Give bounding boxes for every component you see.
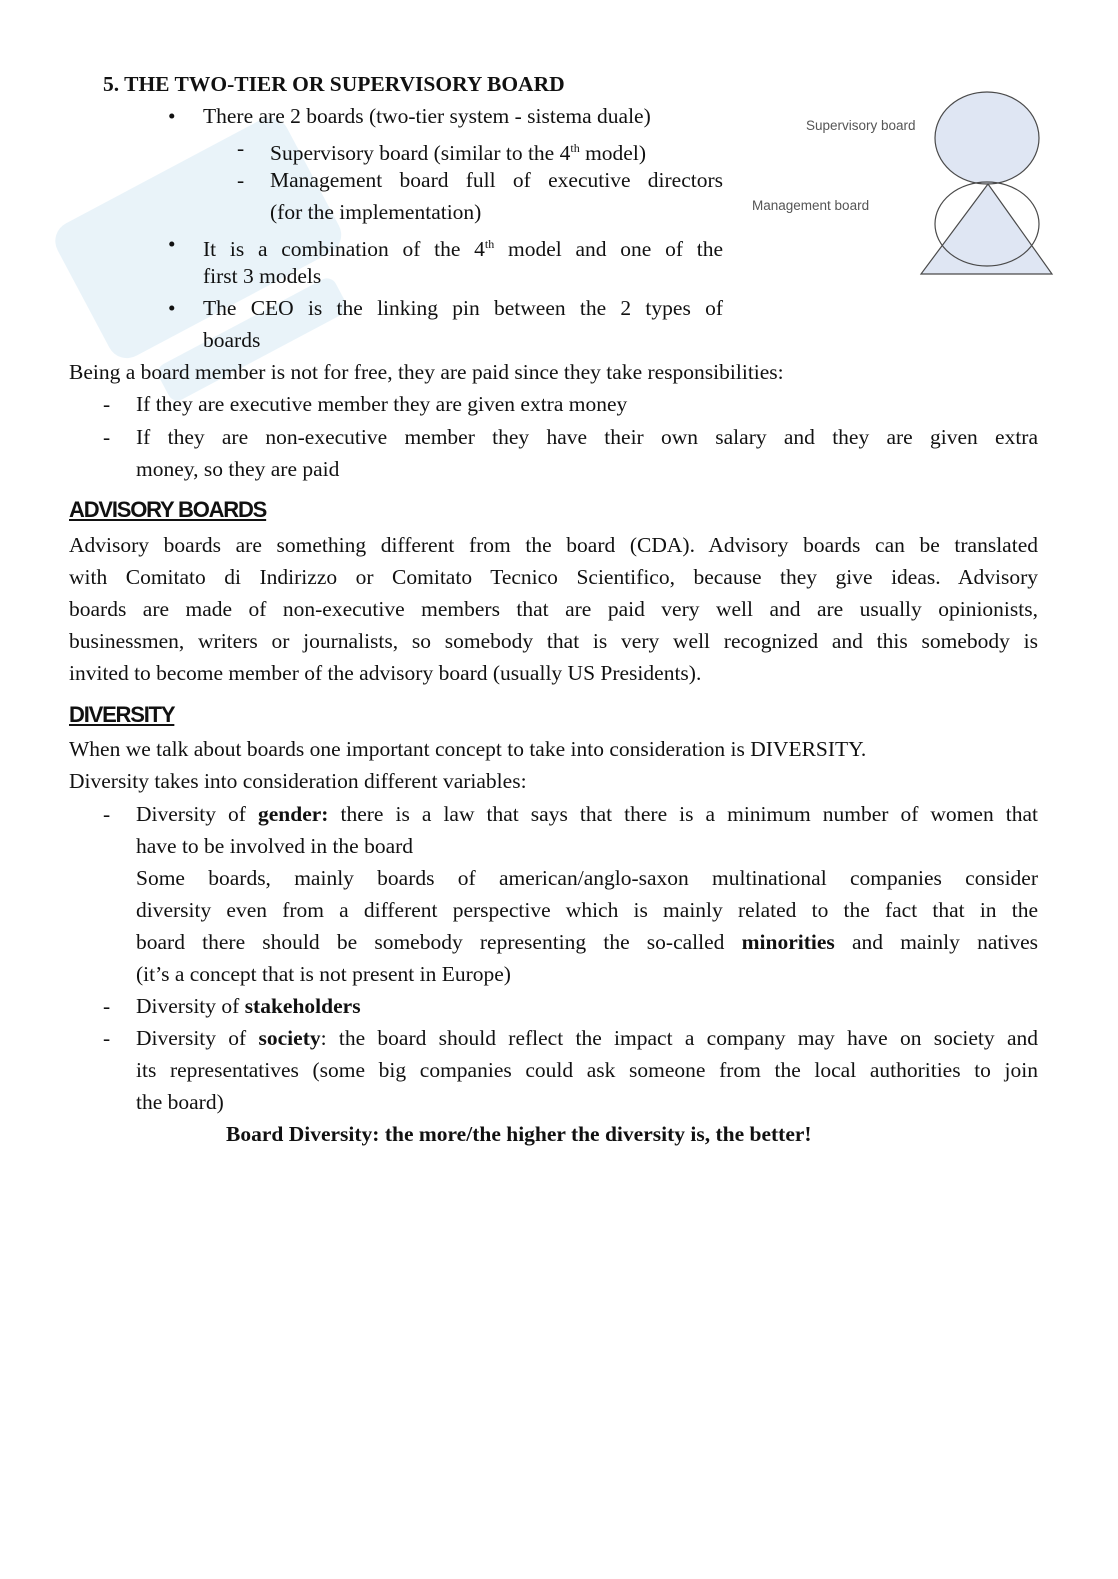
diversity-gender: Diversity of gender: there is a law that says that there is a minimum number of women that [136, 802, 1038, 826]
list-item: If they are executive member they are given extra money [136, 392, 628, 416]
management-board-label: Management board [752, 198, 870, 213]
section-heading: 5. THE TWO-TIER OR SUPERVISORY BOARD [103, 72, 565, 96]
list-item-cont: money, so they are paid [136, 457, 340, 481]
management-triangle [921, 184, 1052, 274]
diversity-gender-cont: board there should be somebody representing the so-called minorities and mainly natives [136, 930, 1038, 954]
bullet-marker: • [168, 296, 176, 320]
dash-marker: - [237, 136, 245, 160]
diversity-stakeholders: Diversity of stakeholders [136, 994, 361, 1018]
dash-marker: - [103, 994, 111, 1018]
supervisory-board-label: Supervisory board [806, 118, 916, 133]
advisory-heading: ADVISORY BOARDS [69, 497, 267, 522]
diversity-gender-cont: (it’s a concept that is not present in Europe) [136, 962, 511, 986]
diversity-gender-cont: have to be involved in the board [136, 834, 414, 858]
advisory-line: businessmen, writers or journalists, so somebody that is very well recognized and this somebody is [69, 629, 1038, 653]
diversity-society-cont: the board) [136, 1090, 224, 1114]
advisory-line: with Comitato di Indirizzo or Comitato Tecnico Scientifico, because they give ideas. Advisory [69, 565, 1038, 589]
advisory-line: Advisory boards are something different from the board (CDA). Advisory boards can be translated [69, 533, 1038, 557]
bullet-text-cont: first 3 models [203, 264, 322, 288]
bullet-text-cont: boards [203, 328, 261, 352]
sub-item-management-cont: (for the implementation) [270, 200, 482, 224]
bullet-text: It is a combination of the 4th model and one of the [203, 237, 723, 262]
diversity-heading: DIVERSITY [69, 702, 175, 727]
diversity-gender-cont: Some boards, mainly boards of american/anglo-saxon multinational companies consider [136, 866, 1038, 890]
dash-marker: - [103, 425, 111, 449]
board-diagram [748, 88, 1060, 284]
bullet-marker: • [168, 232, 176, 256]
bullet-marker: • [168, 104, 176, 128]
supervisory-circle [935, 92, 1039, 184]
advisory-line: invited to become member of the advisory board (usually US Presidents). [69, 661, 702, 685]
bullet-text: There are 2 boards (two-tier system - sistema duale) [203, 104, 651, 128]
diversity-society: Diversity of society: the board should reflect the impact a company may have on society and [136, 1026, 1038, 1050]
dash-marker: - [237, 168, 245, 192]
diversity-conclusion: Board Diversity: the more/the higher the diversity is, the better! [226, 1122, 812, 1146]
bullet-text: The CEO is the linking pin between the 2 types of [203, 296, 723, 320]
dash-marker: - [103, 392, 111, 416]
diversity-intro: When we talk about boards one important concept to take into consideration is DIVERSITY. [69, 737, 867, 761]
diversity-society-cont: its representatives (some big companies could ask someone from the local authorities to join [136, 1058, 1038, 1082]
dash-marker: - [103, 1026, 111, 1050]
sub-item-management: Management board full of executive directors [270, 168, 723, 192]
diversity-intro: Diversity takes into consideration different variables: [69, 769, 527, 793]
board-shapes [748, 88, 1060, 284]
diversity-gender-cont: diversity even from a different perspective which is mainly related to the fact that in the [136, 898, 1038, 922]
sub-item-supervisory: Supervisory board (similar to the 4th model) [270, 141, 646, 166]
advisory-line: boards are made of non-executive members that are paid very well and are usually opinionists, [69, 597, 1038, 621]
paragraph-text: Being a board member is not for free, they are paid since they take responsibilities: [69, 360, 784, 384]
dash-marker: - [103, 802, 111, 826]
list-item: If they are non-executive member they have their own salary and they are given extra [136, 425, 1038, 449]
